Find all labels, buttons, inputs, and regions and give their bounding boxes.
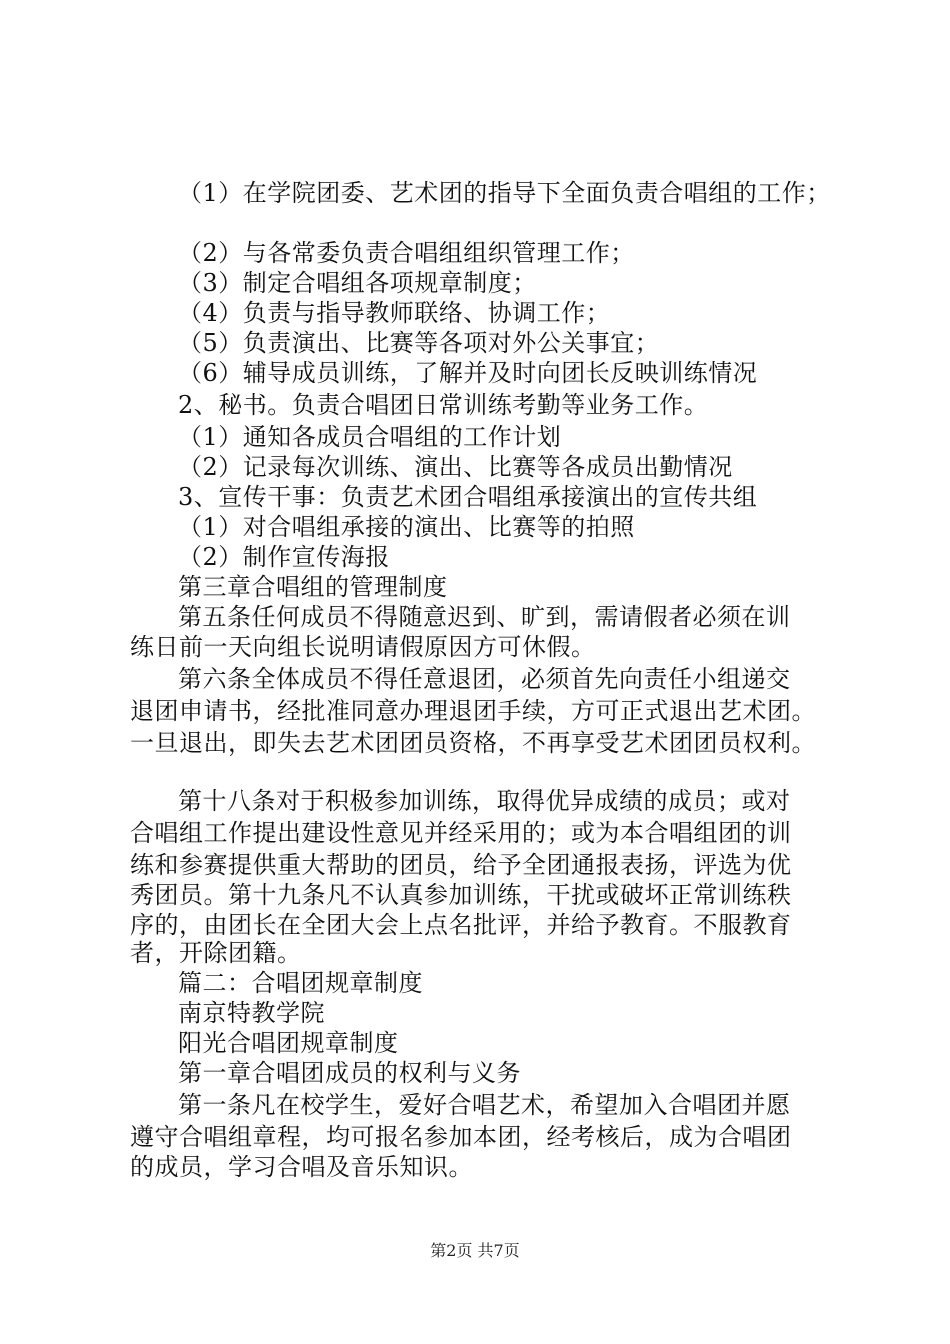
text-line: （2）记录每次训练、演出、比赛等各成员出勤情况 — [178, 453, 733, 481]
text-line: 第六条全体成员不得任意退团，必须首先向责任小组递交 — [178, 665, 791, 693]
text-line: 阳光合唱团规章制度 — [178, 1029, 399, 1057]
text-line: 退团申请书，经批准同意办理退团手续，方可正式退出艺术团。 — [130, 697, 816, 725]
text-line: （1）通知各成员合唱组的工作计划 — [178, 423, 562, 451]
text-line: （6）辅导成员训练，了解并及时向团长反映训练情况 — [178, 359, 758, 387]
text-line: （5）负责演出、比赛等各项对外公关事宜； — [178, 329, 660, 357]
text-line: 的成员，学习合唱及音乐知识。 — [130, 1153, 473, 1181]
page-number: 第2页 共7页 — [430, 1241, 520, 1260]
text-line: 第一条凡在校学生，爱好合唱艺术，希望加入合唱团并愿 — [178, 1091, 791, 1119]
text-line: 秀团员。第十九条凡不认真参加训练，干扰或破坏正常训练秩 — [130, 881, 792, 909]
text-line: 序的，由团长在全团大会上点名批评，并给予教育。不服教育 — [130, 911, 792, 939]
text-line: 一旦退出，即失去艺术团团员资格，不再享受艺术团团员权利。 — [130, 729, 816, 757]
text-line: 第五条任何成员不得随意迟到、旷到，需请假者必须在训 — [178, 603, 791, 631]
section-heading: 第一章合唱团成员的权利与义务 — [178, 1059, 521, 1087]
text-line: （3）制定合唱组各项规章制度； — [178, 269, 537, 297]
text-line: 遵守合唱组章程，均可报名参加本团，经考核后，成为合唱团 — [130, 1123, 792, 1151]
text-line: 南京特教学院 — [178, 999, 325, 1027]
text-line: 者，开除团籍。 — [130, 939, 302, 967]
text-line: （1）在学院团委、艺术团的指导下全面负责合唱组的工作； — [178, 179, 831, 207]
section-heading: 第三章合唱组的管理制度 — [178, 573, 448, 601]
text-line: （2）制作宣传海报 — [178, 543, 390, 571]
text-line: （4）负责与指导教师联络、协调工作； — [178, 299, 611, 327]
text-line: 第十八条对于积极参加训练，取得优异成绩的成员；或对 — [178, 787, 791, 815]
text-line: （2）与各常委负责合唱组组织管理工作； — [178, 239, 635, 267]
text-line: 3、宣传干事：负责艺术团合唱组承接演出的宣传共组 — [178, 483, 758, 511]
text-line: 2、秘书。负责合唱团日常训练考勤等业务工作。 — [178, 391, 709, 419]
text-line: 练日前一天向组长说明请假原因方可休假。 — [130, 633, 596, 661]
text-line: 合唱组工作提出建设性意见并经采用的；或为本合唱组团的训 — [130, 819, 792, 847]
section-heading: 篇二：合唱团规章制度 — [178, 969, 423, 997]
text-line: （1）对合唱组承接的演出、比赛等的拍照 — [178, 513, 635, 541]
text-line: 练和参赛提供重大帮助的团员，给予全团通报表扬，评选为优 — [130, 851, 792, 879]
